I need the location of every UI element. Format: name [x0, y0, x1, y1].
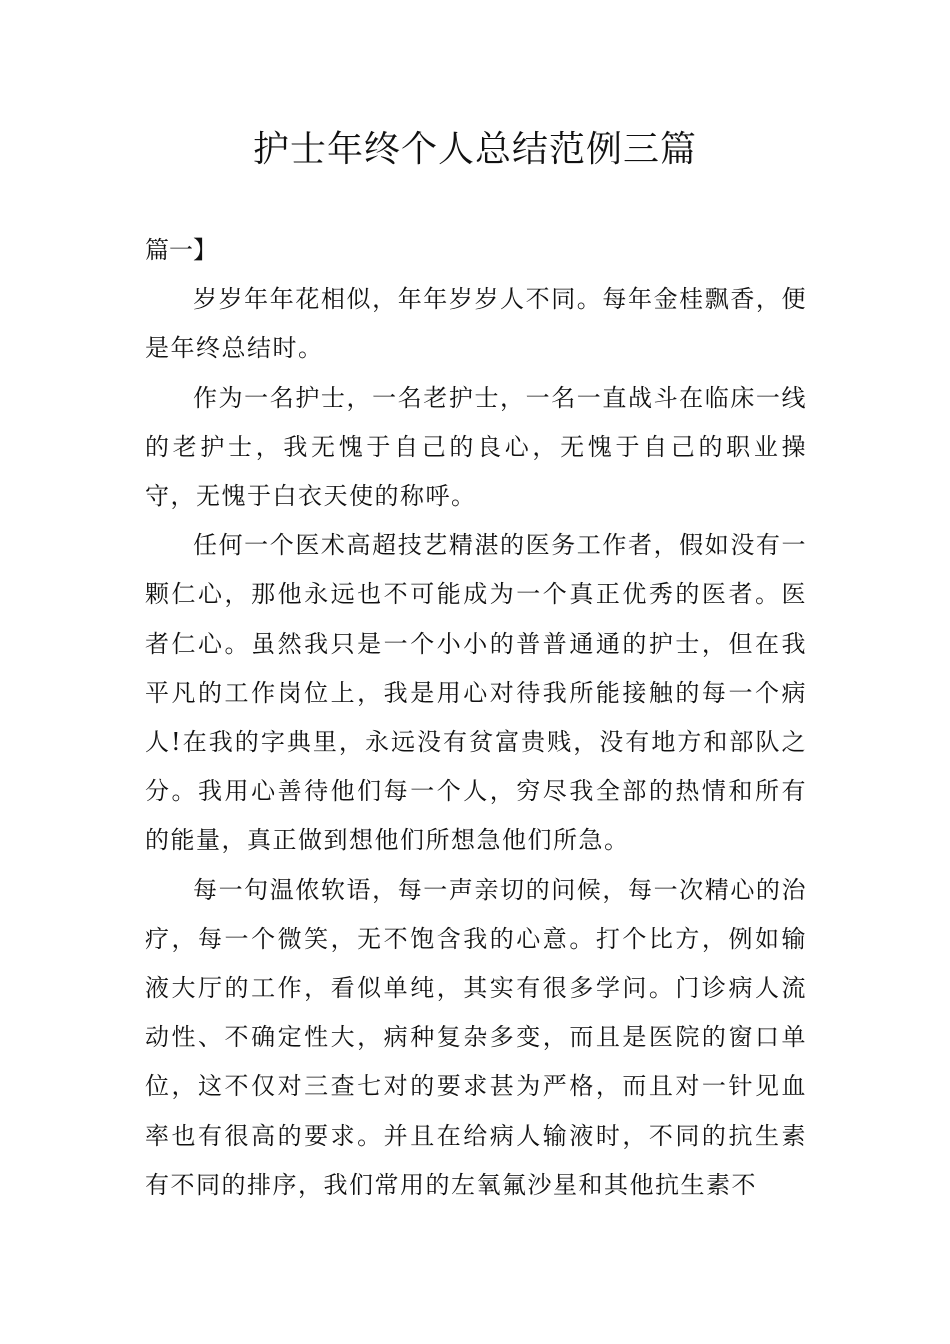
document-body: [145, 226, 807, 1210]
paragraph-2: 作为一名护士，一名老护士，一名一直战斗在临床一线的老护士，我无愧于自己的良心，无愧于自己的职业操守，无愧于白衣天使的称呼。: [145, 383, 807, 511]
document-title: 护士年终个人总结范例三篇: [252, 129, 697, 170]
paragraph-1: 岁岁年年花相似，年年岁岁人不同。每年金桂飘香，便是年终总结时。: [145, 285, 807, 363]
section-label: 篇一】: [145, 236, 217, 264]
paragraph-3: 任何一个医术高超技艺精湛的医务工作者，假如没有一颗仁心，那他永远也不可能成为一个真正优秀的医者。医者仁心。虽然我只是一个小小的普普通通的护士，但在我平凡的工作岗位上，我是用心对待我所能接触的每一个病人!在我的字典里，永远没有贫富贵贱，没有地方和部队之分。我用心善待他们每一个人，穷尽我全部的热情和所有的能量，真正做到想他们所想急他们所急。: [145, 531, 807, 855]
paragraph-4: 每一句温侬软语，每一声亲切的问候，每一次精心的治疗，每一个微笑，无不饱含我的心意。打个比方，例如输液大厅的工作，看似单纯，其实有很多学问。门诊病人流动性、不确定性大，病种复杂多变，而且是医院的窗口单位，这不仅对三查七对的要求甚为严格，而且对一针见血率也有很高的要求。并且在给病人输液时，不同的抗生素有不同的排序，我们常用的左氧氟沙星和其他抗生素不: [145, 875, 807, 1199]
